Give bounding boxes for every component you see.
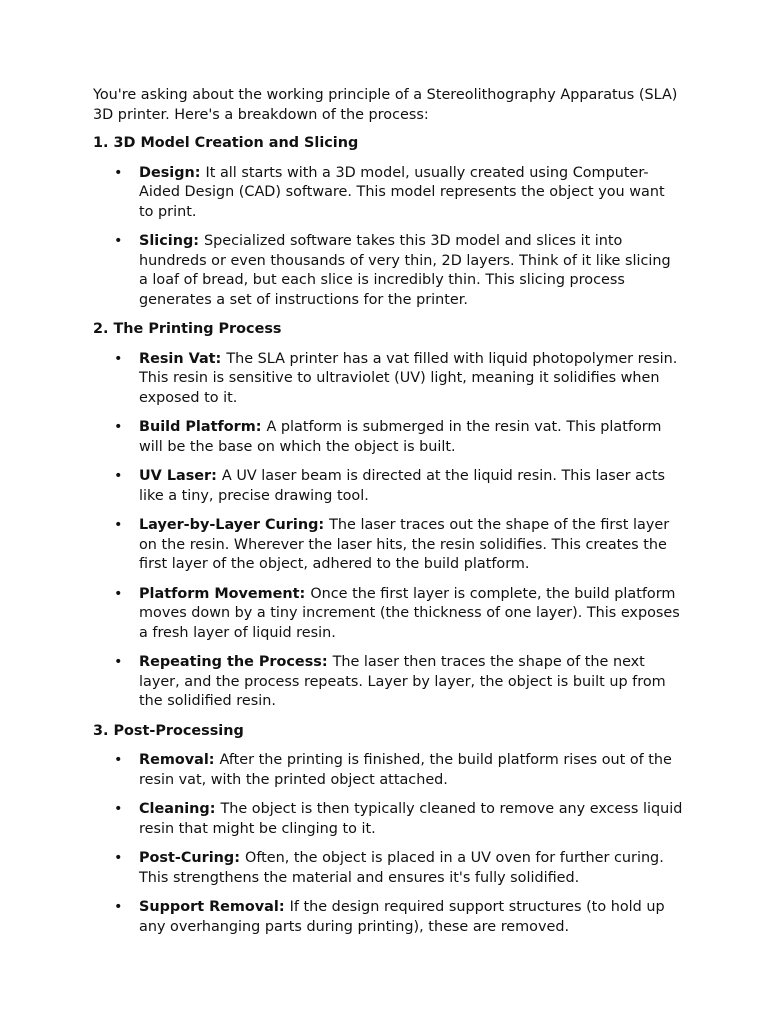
section-printing-process [93, 320, 683, 712]
list-item [93, 232, 683, 310]
list-item [93, 751, 683, 790]
list-item [93, 585, 683, 644]
list-item [93, 653, 683, 712]
list-item [93, 849, 683, 888]
document-body [93, 86, 683, 947]
list-item [93, 516, 683, 575]
list-item [93, 467, 683, 506]
list-item [93, 898, 683, 937]
intro-paragraph: You're asking about the working principle of a Stereolithography Apparatus (SLA) 3D printer. Here's a breakdown of the process: [93, 87, 678, 123]
item-text: After the printing is finished, the build platform rises out of the resin vat, with the printed object attached. [139, 752, 672, 788]
bullet-icon: • [114, 654, 123, 670]
item-text: A UV laser beam is directed at the liquid resin. This laser acts like a tiny, precise drawing tool. [139, 468, 666, 504]
bullet-icon: • [114, 899, 123, 915]
section-post-processing [93, 722, 683, 938]
bullet-icon: • [114, 164, 123, 181]
list-item [93, 164, 683, 223]
list-item [93, 800, 683, 839]
item-term: Support Removal: [139, 899, 290, 915]
section-model-creation [93, 134, 683, 310]
item-text: Specialized software takes this 3D model and slices it into hundreds or even thousands of very thin, 2D layers. Think of it like slicing a loaf of bread, but each slice is incredibly thin. This slicing process generates a set of instructions for the printer. [139, 233, 671, 308]
item-term: Build Platform: [139, 419, 267, 435]
item-text: If the design required support structures (to hold up any overhanging parts during printing), these are removed. [139, 899, 665, 935]
bullet-icon: • [114, 233, 123, 249]
bullet-list [93, 350, 683, 712]
bullet-icon: • [114, 517, 123, 533]
list-item [93, 350, 683, 409]
bullet-list [93, 164, 683, 311]
item-term: Removal: [139, 752, 220, 768]
bullet-icon: • [114, 752, 123, 768]
item-text: The object is then typically cleaned to remove any excess liquid resin that might be clinging to it. [139, 801, 683, 837]
section-heading: 1. 3D Model Creation and Slicing [93, 135, 359, 151]
bullet-icon: • [114, 468, 123, 484]
item-term: Repeating the Process: [139, 654, 333, 670]
bullet-list [93, 751, 683, 937]
section-heading: 2. The Printing Process [93, 321, 282, 337]
bullet-icon: • [114, 419, 123, 435]
item-term: Resin Vat: [139, 350, 227, 367]
item-text: Often, the object is placed in a UV oven for further curing. This strengthens the material and ensures it's fully solidified. [139, 850, 664, 886]
bullet-icon: • [114, 585, 123, 602]
item-term: Post-Curing: [139, 850, 245, 866]
item-term: Slicing: [139, 233, 205, 249]
item-term: Cleaning: [139, 801, 221, 817]
item-term: Design: [139, 164, 206, 181]
item-term: UV Laser: [139, 468, 222, 484]
section-heading: 3. Post-Processing [93, 722, 244, 739]
item-term: Platform Movement: [139, 585, 311, 602]
bullet-icon: • [114, 801, 123, 817]
item-text: Once the first layer is complete, the build platform moves down by a tiny increment (the thickness of one layer). This exposes a fresh layer of liquid resin. [139, 585, 680, 641]
list-item [93, 418, 683, 457]
item-text: It all starts with a 3D model, usually created using Computer-Aided Design (CAD) software. This model represents the object you want to print. [139, 164, 665, 220]
bullet-icon: • [114, 350, 123, 367]
item-text: The SLA printer has a vat filled with liquid photopolymer resin. This resin is sensitive to ultraviolet (UV) light, meaning it solidifies when exposed to it. [139, 350, 678, 406]
bullet-icon: • [114, 850, 123, 866]
item-text: The laser then traces the shape of the next layer, and the process repeats. Layer by layer, the object is built up from the solidified resin. [139, 654, 666, 709]
item-term: Layer-by-Layer Curing: [139, 517, 330, 533]
item-text: The laser traces out the shape of the first layer on the resin. Wherever the laser hits, the resin solidifies. This creates the first layer of the object, adhered to the build platform. [139, 517, 670, 572]
item-text: A platform is submerged in the resin vat. This platform will be the base on which the object is built. [139, 419, 662, 455]
